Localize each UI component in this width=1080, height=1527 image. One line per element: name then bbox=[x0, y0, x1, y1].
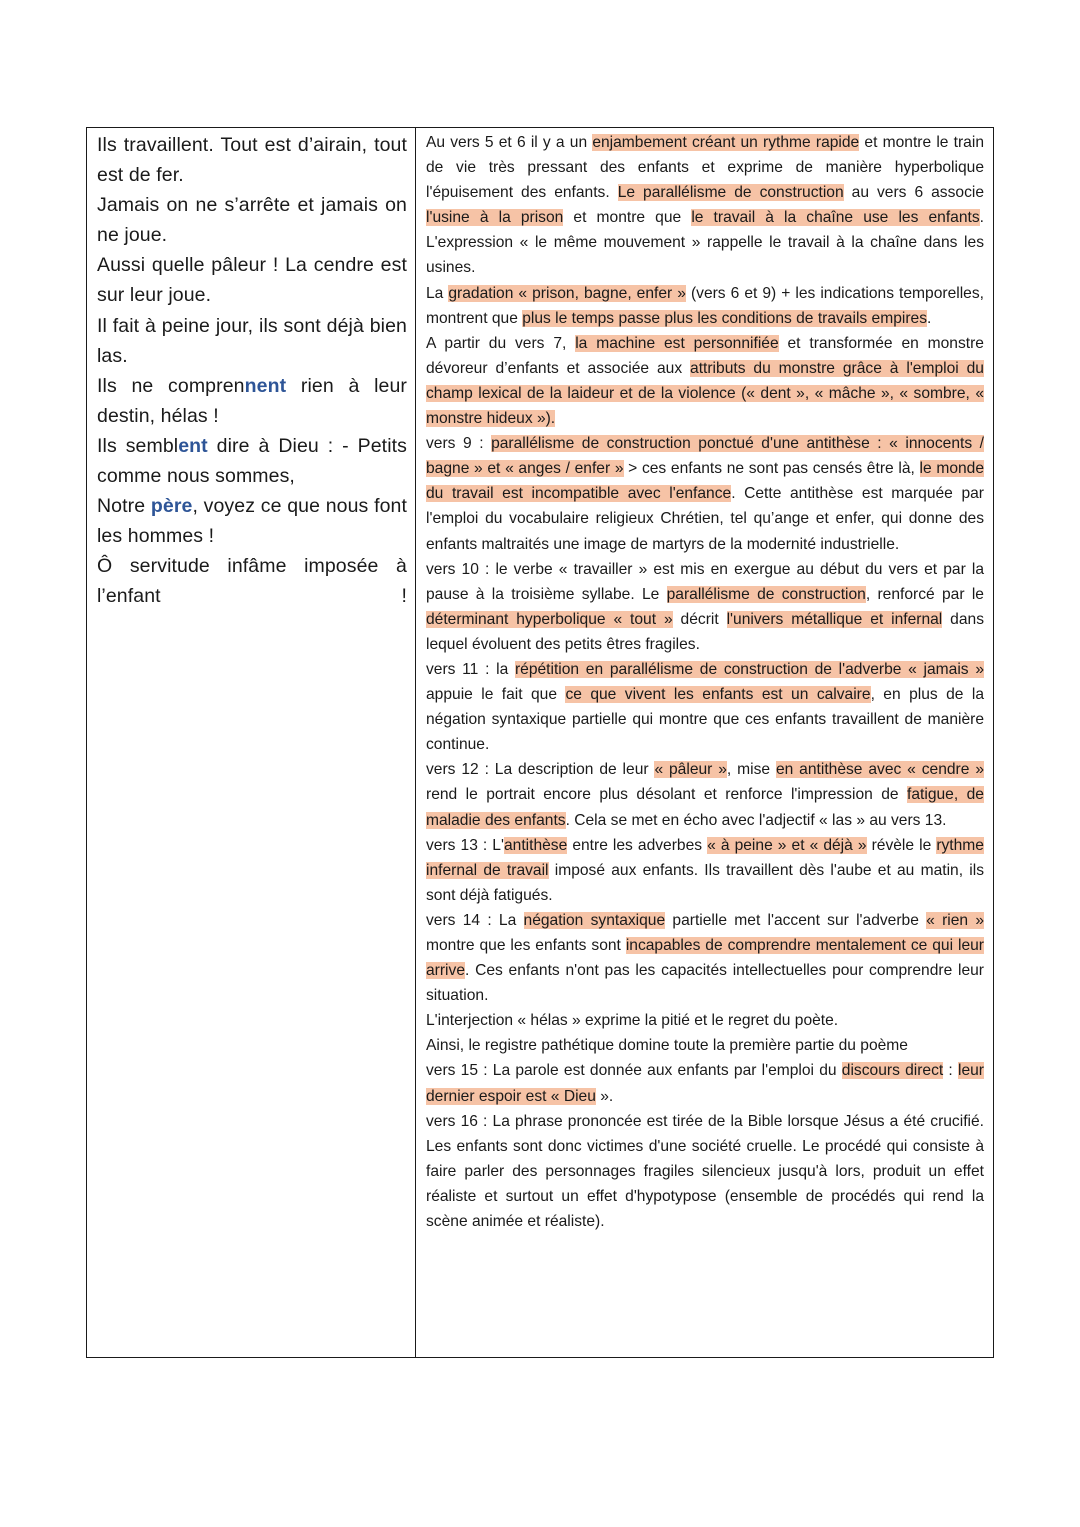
highlighted-text: répétition en parallélisme de construction de l'adverbe « jamais » bbox=[514, 660, 984, 678]
highlighted-text: la machine est personnifiée bbox=[575, 334, 779, 352]
emphasized-ending: ent bbox=[178, 434, 208, 457]
text: imposé aux enfants. Ils travaillent dès l'aube et au matin, ils sont déjà fatigués. bbox=[426, 861, 984, 904]
text: : bbox=[943, 1062, 958, 1080]
text: , renforcé par le bbox=[865, 585, 984, 603]
text: décrit bbox=[672, 610, 727, 628]
commentary-column bbox=[416, 128, 993, 1357]
highlighted-text: parallélisme de construction bbox=[666, 585, 866, 603]
para-vers-14 bbox=[426, 908, 984, 1008]
text: , en plus de la négation syntaxique partielle qui montre que ces enfants travaillent de manière continue. bbox=[426, 686, 984, 754]
text: vers 16 : La phrase prononcée est tirée de la Bible lorsque Jésus a été crucifié. Les enfants sont donc victimes d'une société cruelle. Le procédé qui consiste à faire parler des personnages fragiles silencieux jusqu'à lors, produit un effet réaliste et surtout un effet d'hypotypose (ensemble de procédés qui rend la scène animée et réaliste). bbox=[426, 1112, 984, 1231]
text: . Cela se met en écho avec l'adjectif « las » au vers 13. bbox=[565, 811, 947, 829]
text: . Cette antithèse est marquée par l'emploi du vocabulaire religieux Chrétien, tel qu’ange et enfer, qui donne des enfants maltraités une image de martyrs de la modernité industrielle. bbox=[426, 485, 984, 553]
poem-line: Aussi quelle pâleur ! La cendre est sur leur joue. bbox=[97, 254, 407, 307]
poem-text: dire à Dieu : - Petits comme nous sommes, bbox=[97, 434, 407, 488]
highlighted-text: déterminant hyperbolique « tout » bbox=[426, 610, 673, 628]
poem-line bbox=[97, 491, 407, 551]
poem-line: Jamais on ne s’arrête et jamais on ne joue. bbox=[97, 194, 407, 247]
para-vers-9 bbox=[426, 431, 984, 556]
poem-line: Ô servitude infâme imposée à l’enfant ! bbox=[97, 555, 407, 608]
highlighted-text: parallélisme de construction ponctué d'une antithèse : « innocents / bagne » et « anges / enfer » bbox=[426, 435, 984, 478]
text: . Ces enfants n'ont pas les capacités intellectuelles pour comprendre leur situation. bbox=[426, 962, 984, 1005]
poem-line bbox=[97, 371, 407, 431]
highlighted-text: « à peine » et « déjà » bbox=[707, 836, 867, 854]
highlighted-text: plus le temps passe plus les conditions de travails empires bbox=[522, 309, 928, 327]
highlighted-text: gradation « prison, bagne, enfer » bbox=[448, 284, 686, 302]
para-vers-16 bbox=[426, 1109, 984, 1234]
para-vers-12 bbox=[426, 757, 984, 832]
highlighted-text: ce que vivent les enfants est un calvaire bbox=[565, 686, 871, 704]
highlighted-text: le monde du travail est incompatible avec l'enfance bbox=[426, 460, 985, 503]
highlighted-text: l'univers métallique et infernal bbox=[726, 610, 943, 628]
text: dans lequel évoluent des petits êtres fragiles. bbox=[426, 610, 984, 653]
poem-text: rien à leur destin, hélas ! bbox=[97, 374, 407, 427]
highlighted-text: fatigue, de maladie des enfants bbox=[426, 786, 984, 829]
highlighted-text: leur dernier espoir est « Dieu bbox=[426, 1062, 984, 1105]
highlighted-text: le travail à la chaîne use les enfants bbox=[691, 209, 980, 227]
text: . bbox=[927, 309, 932, 327]
text: et montre le train de vie très pressant des enfants et exprime de manière hyperbolique l'épuisement des enfants. bbox=[426, 134, 984, 202]
text: montre que les enfants sont bbox=[426, 937, 626, 954]
text: La bbox=[426, 284, 449, 302]
highlighted-text: discours direct bbox=[841, 1062, 944, 1080]
text: vers 13 : L' bbox=[426, 836, 504, 854]
text: entre les adverbes bbox=[567, 836, 708, 854]
text: rend le portrait encore plus désolant et renforce l'impression de bbox=[426, 786, 908, 804]
text: vers 9 : bbox=[426, 435, 492, 453]
para-vers-13 bbox=[426, 833, 984, 908]
text: révèle le bbox=[866, 836, 937, 854]
text: L'interjection « hélas » exprime la pitié et le regret du poète. bbox=[426, 1012, 839, 1030]
poem-line: Ils travaillent. Tout est d’airain, tout est de fer. bbox=[97, 134, 407, 187]
text: ». bbox=[595, 1087, 614, 1105]
text: vers 14 : La bbox=[426, 911, 524, 929]
para-vers-10 bbox=[426, 557, 984, 657]
text: Au vers 5 et 6 il y a un bbox=[426, 134, 593, 151]
text: et transformée en monstre dévoreur d’enfants et associée aux bbox=[426, 334, 984, 377]
text: , mise bbox=[726, 761, 776, 779]
text: appuie le fait que bbox=[426, 686, 566, 704]
highlighted-text: attributs du monstre grâce à l'emploi du champ lexical de la laideur et de la violence (« dent », « mâche », « sombre, « monstre hideux »). bbox=[426, 359, 984, 428]
emphasized-ending: nent bbox=[244, 374, 287, 397]
poem-text: Ils sembl bbox=[97, 434, 179, 457]
highlighted-text: « pâleur » bbox=[654, 761, 727, 779]
poem-text: Ils ne compren bbox=[97, 374, 245, 397]
poem-column bbox=[87, 128, 416, 1357]
poem-line: Il fait à peine jour, ils sont déjà bien las. bbox=[97, 314, 407, 367]
poem-line bbox=[97, 431, 407, 491]
text: . L'expression « le même mouvement » rappelle le travail à la chaîne dans les usines. bbox=[426, 209, 984, 277]
highlighted-text: antithèse bbox=[503, 836, 568, 854]
poem-text: Notre bbox=[97, 495, 151, 518]
text: > ces enfants ne sont pas censés être là, bbox=[623, 460, 920, 478]
highlighted-text: négation syntaxique bbox=[523, 911, 666, 929]
text: au vers 6 associe bbox=[843, 184, 984, 202]
highlighted-text: rythme infernal de travail bbox=[426, 836, 984, 879]
text: et montre que bbox=[563, 209, 692, 227]
para-vers-11 bbox=[426, 657, 984, 757]
para-gradation bbox=[426, 281, 984, 331]
emphasized-ending: père bbox=[150, 495, 193, 518]
text: vers 10 : le verbe « travailler » est mis en exergue au début du vers et par la pause à la troisième syllabe. Le bbox=[426, 560, 984, 603]
text: vers 12 : La description de leur bbox=[426, 761, 655, 779]
highlighted-text: enjambement créant un rythme rapide bbox=[592, 134, 860, 151]
para-vers-7 bbox=[426, 331, 984, 431]
text: (vers 6 et 9) + les indications temporelles, montrent que bbox=[426, 284, 984, 327]
para-vers-15 bbox=[426, 1058, 984, 1108]
highlighted-text: « rien » bbox=[926, 911, 984, 929]
text: partielle met l'accent sur l'adverbe bbox=[665, 911, 927, 929]
text: vers 15 : La parole est donnée aux enfants par l'emploi du bbox=[426, 1062, 842, 1080]
highlighted-text: en antithèse avec « cendre » bbox=[775, 761, 984, 779]
para-vers-5-6 bbox=[426, 130, 984, 281]
highlighted-text: l'usine à la prison bbox=[426, 209, 564, 227]
para-helas bbox=[426, 1008, 984, 1033]
para-ainsi bbox=[426, 1033, 984, 1058]
highlighted-text: Le parallélisme de construction bbox=[617, 184, 844, 202]
text: vers 11 : la bbox=[426, 660, 515, 678]
text: Ainsi, le registre pathétique domine toute la première partie du poème bbox=[426, 1037, 908, 1055]
highlighted-text: incapables de comprendre mentalement ce qui leur arrive bbox=[426, 937, 984, 980]
text: A partir du vers 7, bbox=[426, 334, 576, 352]
poem-text: , voyez ce que nous font les hommes ! bbox=[97, 495, 407, 548]
analysis-table bbox=[86, 127, 994, 1358]
